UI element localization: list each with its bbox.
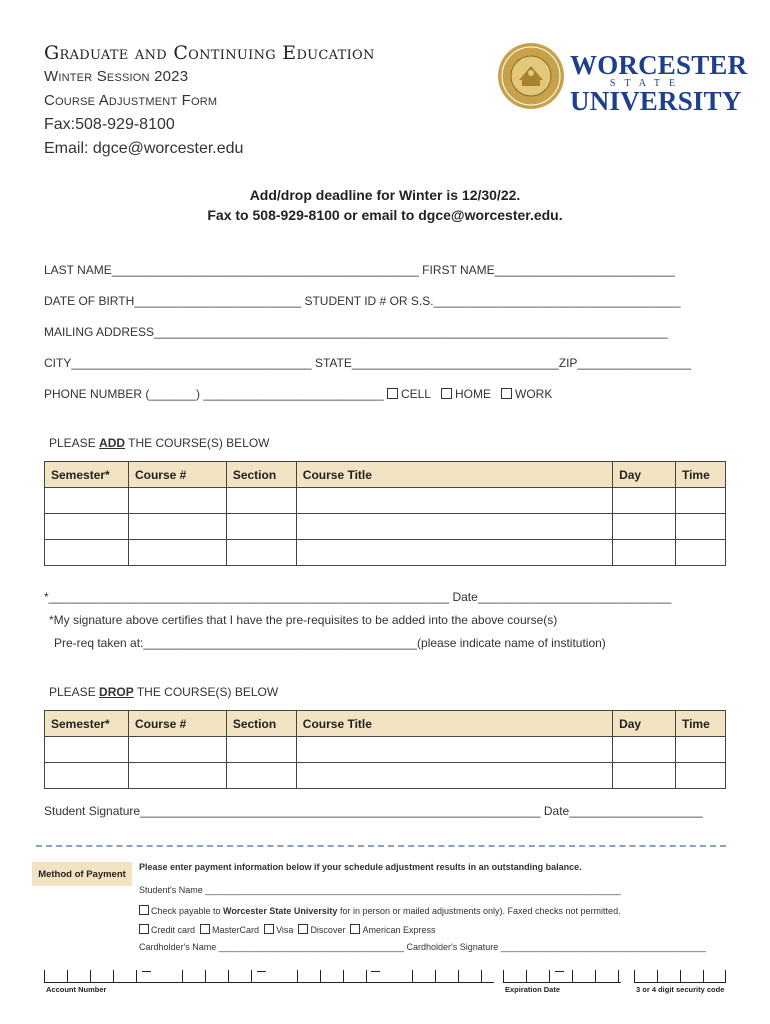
prereq-note: (please indicate name of institution): [417, 636, 606, 650]
add-keyword: ADD: [99, 436, 126, 450]
email-address: Email: dgce@worcester.edu: [44, 140, 244, 157]
students-name-label: Student's Name: [139, 885, 203, 895]
add-course-table: [44, 461, 726, 566]
table-cell[interactable]: [675, 514, 725, 540]
table-cell[interactable]: [675, 737, 725, 763]
table-cell[interactable]: [45, 763, 129, 789]
visa-checkbox[interactable]: [264, 924, 274, 934]
table-cell[interactable]: [128, 737, 226, 763]
card-type-row: Credit card MasterCard Visa Discover American Express: [139, 924, 436, 935]
address-field[interactable]: _____________________________________________________________________________: [154, 325, 668, 339]
cut-line-divider: [36, 845, 726, 847]
check-payee: Worcester State University: [223, 906, 338, 916]
first-name-label: FIRST NAME: [422, 263, 495, 277]
logo-worcester: WORCESTER: [570, 50, 748, 80]
table-cell[interactable]: [226, 514, 296, 540]
student-signature-label: Student Signature: [44, 804, 141, 818]
table-cell[interactable]: [128, 540, 226, 566]
table-cell[interactable]: [226, 763, 296, 789]
student-id-field[interactable]: _____________________________________: [433, 294, 681, 308]
header-course-number: Course #: [128, 462, 226, 488]
table-cell[interactable]: [613, 737, 676, 763]
discover-checkbox[interactable]: [298, 924, 308, 934]
check-checkbox[interactable]: [139, 905, 149, 915]
header-time: Time: [675, 711, 725, 737]
table-cell[interactable]: [296, 737, 612, 763]
table-cell[interactable]: [675, 540, 725, 566]
table-cell[interactable]: [675, 488, 725, 514]
table-cell[interactable]: [296, 488, 612, 514]
credit-card-checkbox[interactable]: [139, 924, 149, 934]
header-day: Day: [613, 462, 676, 488]
submission-notice: Fax to 508-929-8100 or email to dgce@worcester.edu.: [207, 207, 563, 223]
expiration-date-label: Expiration Date: [505, 985, 561, 994]
security-code-label: 3 or 4 digit security code: [636, 985, 725, 994]
table-row: [45, 763, 726, 789]
security-code-field[interactable]: [634, 962, 726, 983]
expiration-date-field[interactable]: [503, 962, 621, 983]
cardholder-signature-label: Cardholder's Signature: [406, 942, 499, 952]
header-course-title: Course Title: [296, 711, 612, 737]
add-section-heading: PLEASE ADD THE COURSE(S) BELOW: [49, 436, 270, 450]
address-row: [44, 325, 726, 339]
header-semester: Semester*: [45, 711, 129, 737]
cell-label: CELL: [400, 387, 431, 401]
drop-section-heading: PLEASE DROP THE COURSE(S) BELOW: [49, 685, 279, 699]
table-cell[interactable]: [613, 488, 676, 514]
amex-checkbox[interactable]: [350, 924, 360, 934]
cardholder-name-label: Cardholder's Name: [139, 942, 217, 952]
first-name-field[interactable]: ___________________________: [494, 263, 675, 277]
table-cell[interactable]: [128, 514, 226, 540]
header-course-title: Course Title: [296, 462, 612, 488]
table-cell[interactable]: [296, 514, 612, 540]
payment-instruction: Please enter payment information below if your schedule adjustment results in an outstanding balance.: [139, 862, 582, 872]
students-name-row: [139, 885, 621, 895]
drop-keyword: DROP: [99, 685, 134, 699]
table-cell[interactable]: [45, 540, 129, 566]
table-row: [45, 488, 726, 514]
add-date-field[interactable]: _____________________________: [477, 590, 672, 604]
table-header-row: [45, 462, 726, 488]
table-row: [45, 540, 726, 566]
home-checkbox[interactable]: [441, 388, 452, 399]
state-label: STATE: [314, 356, 352, 370]
city-field[interactable]: ____________________________________: [71, 356, 312, 370]
header-section: Section: [226, 711, 296, 737]
header-semester: Semester*: [45, 462, 129, 488]
state-field[interactable]: _______________________________: [351, 356, 559, 370]
table-cell[interactable]: [226, 540, 296, 566]
city-row: [44, 356, 726, 370]
prereq-certification: *My signature above certifies that I have the pre-requisites to be added into the above course(s): [49, 613, 558, 627]
table-cell[interactable]: [128, 488, 226, 514]
phone-row: [44, 387, 726, 401]
address-label: MAILING ADDRESS: [44, 325, 155, 339]
drop-course-table: [44, 710, 726, 789]
home-label: HOME: [455, 387, 491, 401]
table-cell[interactable]: [45, 737, 129, 763]
account-number-label: Account Number: [46, 985, 107, 994]
table-cell[interactable]: [296, 540, 612, 566]
account-number-field[interactable]: [44, 962, 494, 983]
dob-label: DATE OF BIRTH: [44, 294, 135, 308]
cardholder-row: [139, 942, 706, 952]
payment-method-label: Method of Payment: [32, 862, 132, 886]
add-signature-field[interactable]: ____________________________________________________________: [48, 590, 450, 604]
dob-row: [44, 294, 726, 308]
phone-label: PHONE NUMBER (_______): [44, 387, 201, 401]
mastercard-checkbox[interactable]: [200, 924, 210, 934]
header-day: Day: [613, 711, 676, 737]
header-course-number: Course #: [128, 711, 226, 737]
add-date-label: Date: [452, 590, 478, 604]
prereq-label: Pre-req taken at:: [54, 636, 144, 650]
table-cell[interactable]: [613, 514, 676, 540]
cardholder-name-field[interactable]: _____________________________________: [218, 942, 404, 952]
phone-field[interactable]: ___________________________: [203, 387, 384, 401]
table-row: [45, 514, 726, 540]
student-id-label: STUDENT ID # OR S.S.: [304, 294, 434, 308]
department-title: Graduate and Continuing Education: [44, 42, 375, 64]
table-cell[interactable]: [675, 763, 725, 789]
table-cell[interactable]: [45, 488, 129, 514]
cardholder-signature-field[interactable]: _________________________________________: [500, 942, 707, 952]
table-cell[interactable]: [226, 488, 296, 514]
last-name-label: LAST NAME: [44, 263, 112, 277]
dob-field[interactable]: _________________________: [134, 294, 302, 308]
logo-university: UNIVERSITY: [570, 86, 742, 116]
student-date-field[interactable]: ____________________: [569, 804, 703, 818]
table-cell[interactable]: [128, 763, 226, 789]
work-checkbox[interactable]: [501, 388, 512, 399]
name-row: [44, 263, 726, 277]
header-section: Section: [226, 462, 296, 488]
prereq-field[interactable]: _________________________________________: [143, 636, 418, 650]
zip-label: ZIP: [558, 356, 578, 370]
logo-state: STATE: [609, 78, 685, 89]
table-header-row: [45, 711, 726, 737]
form-title: Course Adjustment Form: [44, 92, 218, 109]
student-signature-row: [44, 804, 726, 818]
deadline-notice: Add/drop deadline for Winter is 12/30/22.: [249, 187, 521, 203]
table-cell[interactable]: [296, 763, 612, 789]
student-date-label: Date: [543, 804, 570, 818]
students-name-field[interactable]: ___________________________________________________________________________________: [205, 885, 621, 895]
table-cell[interactable]: [45, 514, 129, 540]
fax-number: Fax:508-929-8100: [44, 116, 175, 133]
university-seal-icon: [497, 42, 565, 110]
city-label: CITY: [44, 356, 72, 370]
table-row: [45, 737, 726, 763]
last-name-field[interactable]: ______________________________________________: [111, 263, 419, 277]
table-cell[interactable]: [613, 540, 676, 566]
table-cell[interactable]: [226, 737, 296, 763]
prereq-row: [54, 636, 606, 650]
table-cell[interactable]: [613, 763, 676, 789]
cell-checkbox[interactable]: [387, 388, 398, 399]
add-signature-row: *____________________________________________________________ Date_____________________________: [44, 590, 672, 604]
check-row: Check payable to Worcester State University for in person or mailed adjustments only). Faxed checks not permitted.: [139, 905, 621, 916]
student-signature-field[interactable]: ____________________________________________________________: [140, 804, 541, 818]
work-label: WORK: [515, 387, 553, 401]
session-title: Winter Session 2023: [44, 68, 189, 85]
header-time: Time: [675, 462, 725, 488]
zip-field[interactable]: _________________: [577, 356, 691, 370]
